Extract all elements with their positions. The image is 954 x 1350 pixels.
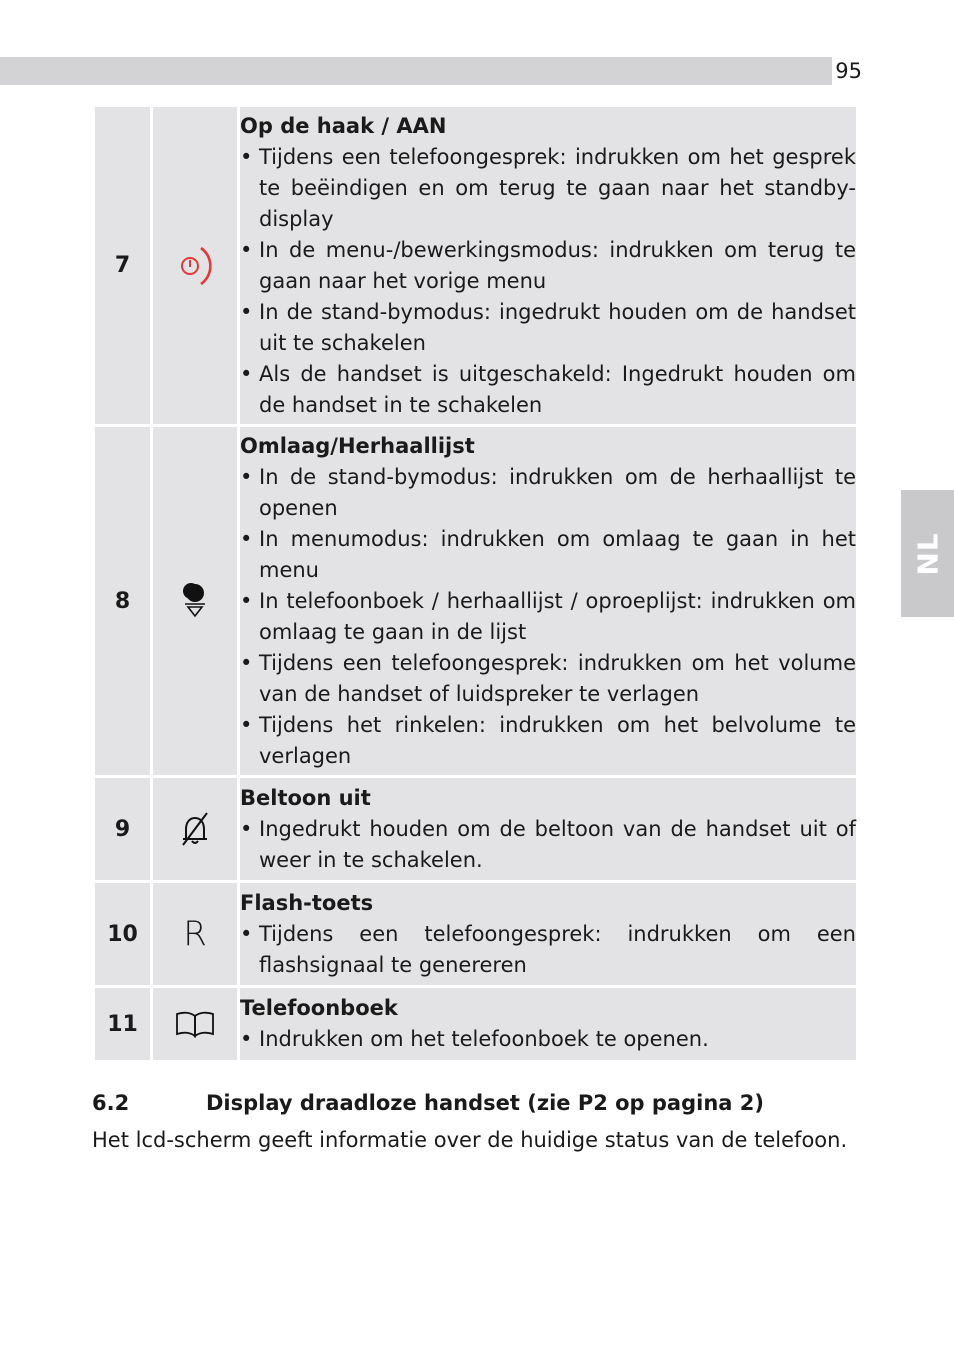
ringer-off-icon [175, 819, 215, 838]
table-row [95, 778, 856, 880]
row-title: Beltoon uit [240, 785, 371, 810]
list-item: • In de stand-bymodus: ingedrukt houden om de handset uit te schakelen [240, 297, 856, 359]
bullet-list [240, 462, 856, 772]
list-item: • Als de handset is uitgeschakeld: Ingedrukt houden om de handset in te schakelen [240, 359, 856, 421]
section-number: 6.2 [92, 1091, 130, 1115]
bullet-list [240, 919, 856, 981]
page-number: 95 [835, 59, 862, 83]
list-item: • In menumodus: indrukken om omlaag te gaan in het menu [240, 524, 856, 586]
section-body: Het lcd-scherm geeft informatie over de huidige status van de telefoon. [92, 1128, 848, 1152]
list-item: • Tijdens het rinkelen: indrukken om het belvolume te verlagen [240, 710, 856, 772]
list-item: • In de menu-/bewerkingsmodus: indrukken om terug te gaan naar het vorige menu [240, 235, 856, 297]
phonebook-icon [174, 1014, 216, 1033]
bullet-list [240, 814, 856, 876]
section-heading [92, 1088, 862, 1119]
row-title: Omlaag/Herhaallijst [240, 433, 475, 458]
row-title: Telefoonboek [240, 996, 398, 1020]
row-number: 8 [95, 427, 150, 775]
list-item: • In telefoonboek / herhaallijst / oproeplijst: indrukken om omlaag te gaan in de lijst [240, 586, 856, 648]
key-function-table [92, 104, 859, 1063]
down-redial-icon [175, 591, 215, 610]
table-row [95, 107, 856, 424]
section-title: Display draadloze handset (zie P2 op pagina 2) [206, 1091, 764, 1115]
list-item: • Tijdens een telefoongesprek: indrukken om het volume van de handset of luidspreker te verlagen [240, 648, 856, 710]
row-title: Op de haak / AAN [240, 113, 447, 138]
language-tab [901, 490, 954, 617]
row-number: 11 [95, 988, 150, 1060]
list-item: • Tijdens een telefoongesprek: indrukken om het gesprek te beëindigen en om terug te gaan naar het standby-display [240, 142, 856, 235]
row-number: 7 [95, 107, 150, 424]
list-item: • Ingedrukt houden om de beltoon van de handset uit of weer in te schakelen. [240, 814, 856, 876]
list-item: • Tijdens een telefoongesprek: indrukken om een flashsignaal te genereren [240, 919, 856, 981]
language-tab-label: NL [911, 531, 944, 576]
flash-r-icon: R [183, 914, 207, 954]
table-row [95, 427, 856, 775]
power-hook-on-icon [171, 255, 219, 274]
row-title: Flash-toets [240, 890, 374, 915]
list-item: • In de stand-bymodus: indrukken om de herhaallijst te openen [240, 462, 856, 524]
header-bar [0, 57, 832, 85]
bullet-list [240, 142, 856, 421]
row-number: 9 [95, 778, 150, 880]
row-number: 10 [95, 883, 150, 985]
table-row [95, 988, 856, 1060]
table-row [95, 883, 856, 985]
bullet-list [240, 1024, 856, 1055]
list-item: • Indrukken om het telefoonboek te openen. [240, 1024, 856, 1055]
